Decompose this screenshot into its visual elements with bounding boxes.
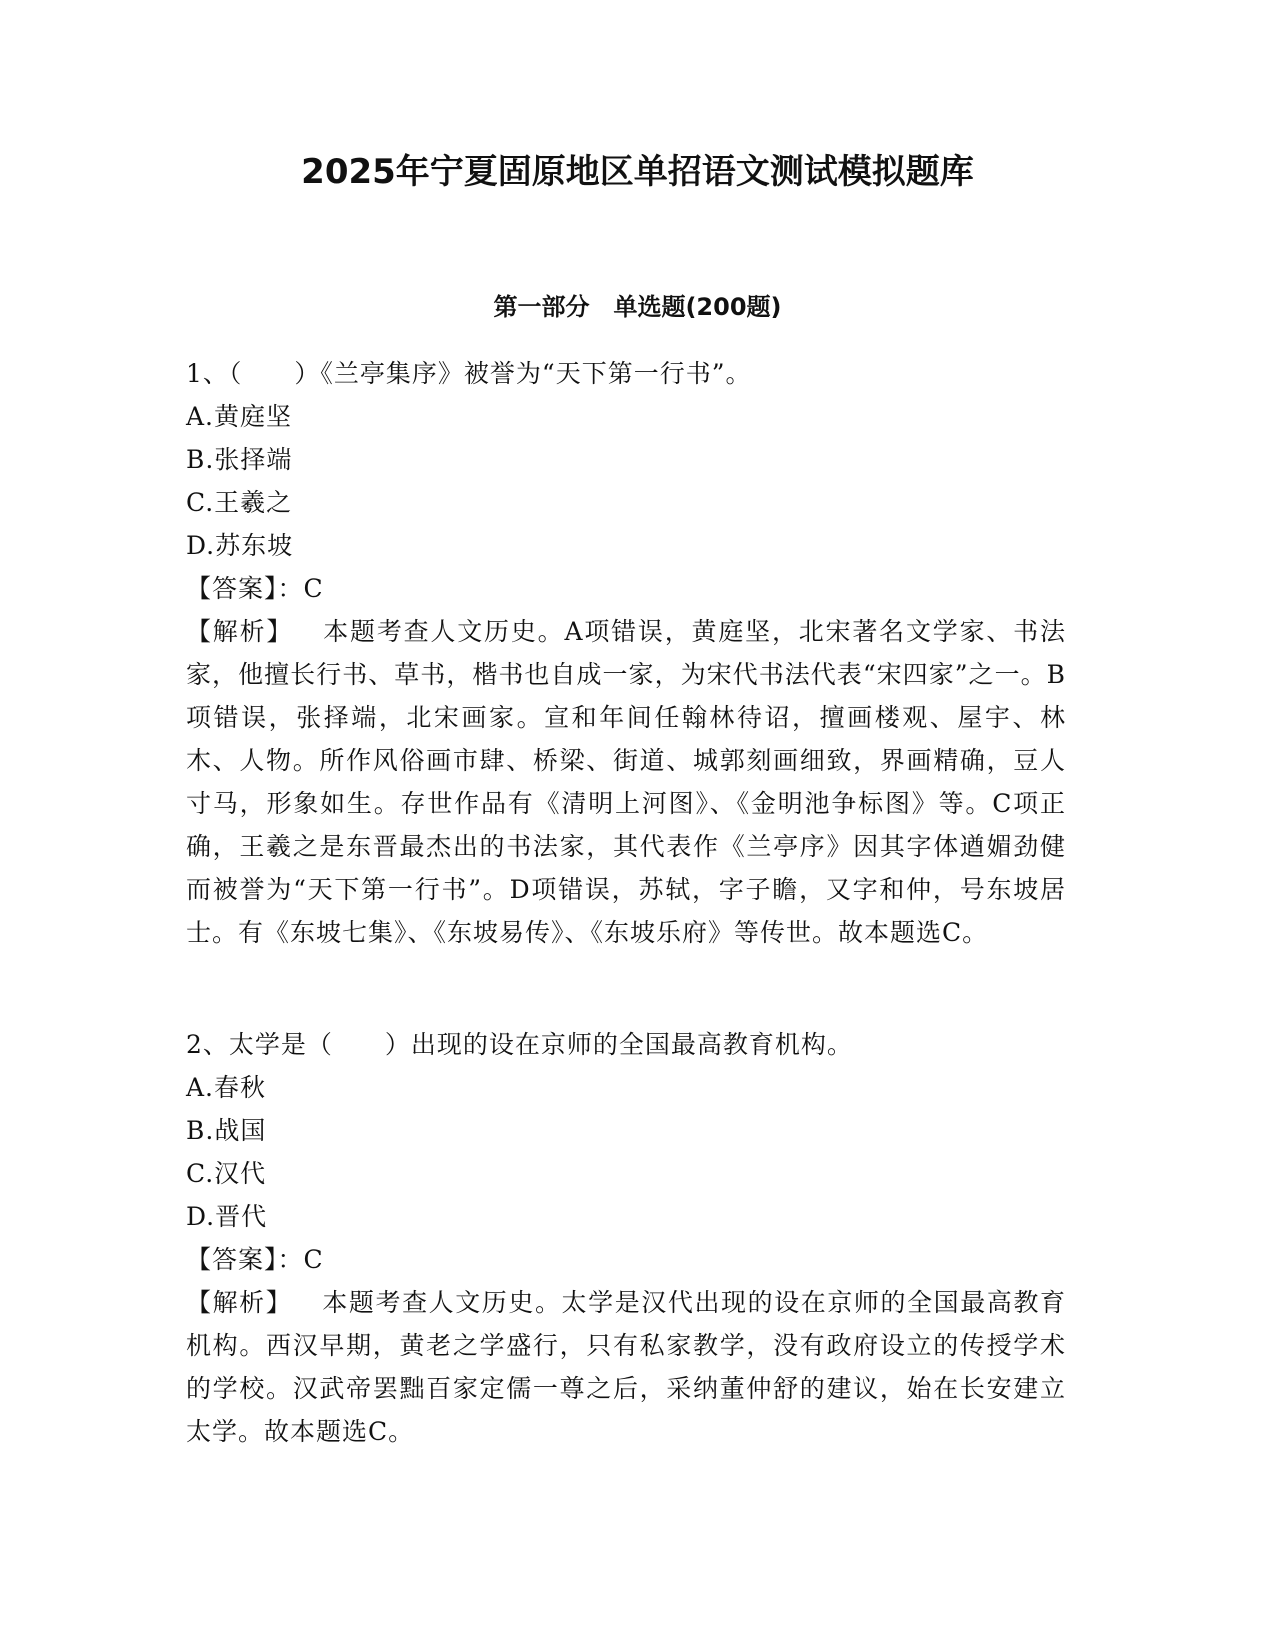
option-c: C.汉代 (186, 1159, 267, 1188)
option-a: A.春秋 (186, 1073, 267, 1102)
analysis-block (186, 1281, 1066, 1453)
option-b: B.战国 (186, 1116, 267, 1145)
analysis-text: 本题考查人文历史。A项错误，黄庭坚，北宋著名文学家、书法家，他擅长行书、草书，楷书也自成一家，为宋代书法代表“宋四家”之一。B项错误，张择端，北宋画家。宣和年间任翰林待诏，擅画楼观、屋宇、林木、人物。所作风俗画市肆、桥梁、街道、城郭刻画细致，界画精确，豆人寸马，形象如生。存世作品有《清明上河图》、《金明池争标图》等。C项正确，王羲之是东晋最杰出的书法家，其代表作《兰亭序》因其字体遒媚劲健而被誉为“天下第一行书”。D项错误，苏轼，字子瞻，又字和仲，号东坡居士。有《东坡七集》、《东坡易传》、《东坡乐府》等传世。故本题选C。 (186, 617, 1066, 947)
option-c: C.王羲之 (186, 488, 293, 517)
question-stem: 1、（ ）《兰亭集序》被誉为“天下第一行书”。 (186, 359, 752, 388)
question-1 (186, 352, 1086, 954)
answer-line (186, 1238, 1086, 1281)
document-title: 2025年宁夏固原地区单招语文测试模拟题库 (301, 152, 974, 192)
answer-label: 【答案】： (186, 1245, 304, 1274)
analysis-label: 【解析】 (186, 617, 294, 646)
answer-value: C (303, 574, 324, 603)
question-2 (186, 1023, 1086, 1453)
question-stem: 2、太学是（ ）出现的设在京师的全国最高教育机构。 (186, 1030, 853, 1059)
analysis-block (186, 610, 1066, 954)
answer-line (186, 567, 1086, 610)
answer-value: C (303, 1245, 324, 1274)
option-d: D.苏东坡 (186, 531, 294, 560)
section-name: 单选题(200题) (613, 293, 782, 321)
option-d: D.晋代 (186, 1202, 268, 1231)
answer-label: 【答案】： (186, 574, 304, 603)
analysis-label: 【解析】 (186, 1288, 293, 1317)
section-part: 第一部分 (493, 293, 590, 321)
option-a: A.黄庭坚 (186, 402, 293, 431)
option-b: B.张择端 (186, 445, 293, 474)
section-heading (0, 290, 1275, 324)
analysis-text: 本题考查人文历史。太学是汉代出现的设在京师的全国最高教育机构。西汉早期，黄老之学盛行，只有私家教学，没有政府设立的传授学术的学校。汉武帝罢黜百家定儒一尊之后，采纳董仲舒的建议，始在长安建立太学。故本题选C。 (186, 1288, 1066, 1446)
